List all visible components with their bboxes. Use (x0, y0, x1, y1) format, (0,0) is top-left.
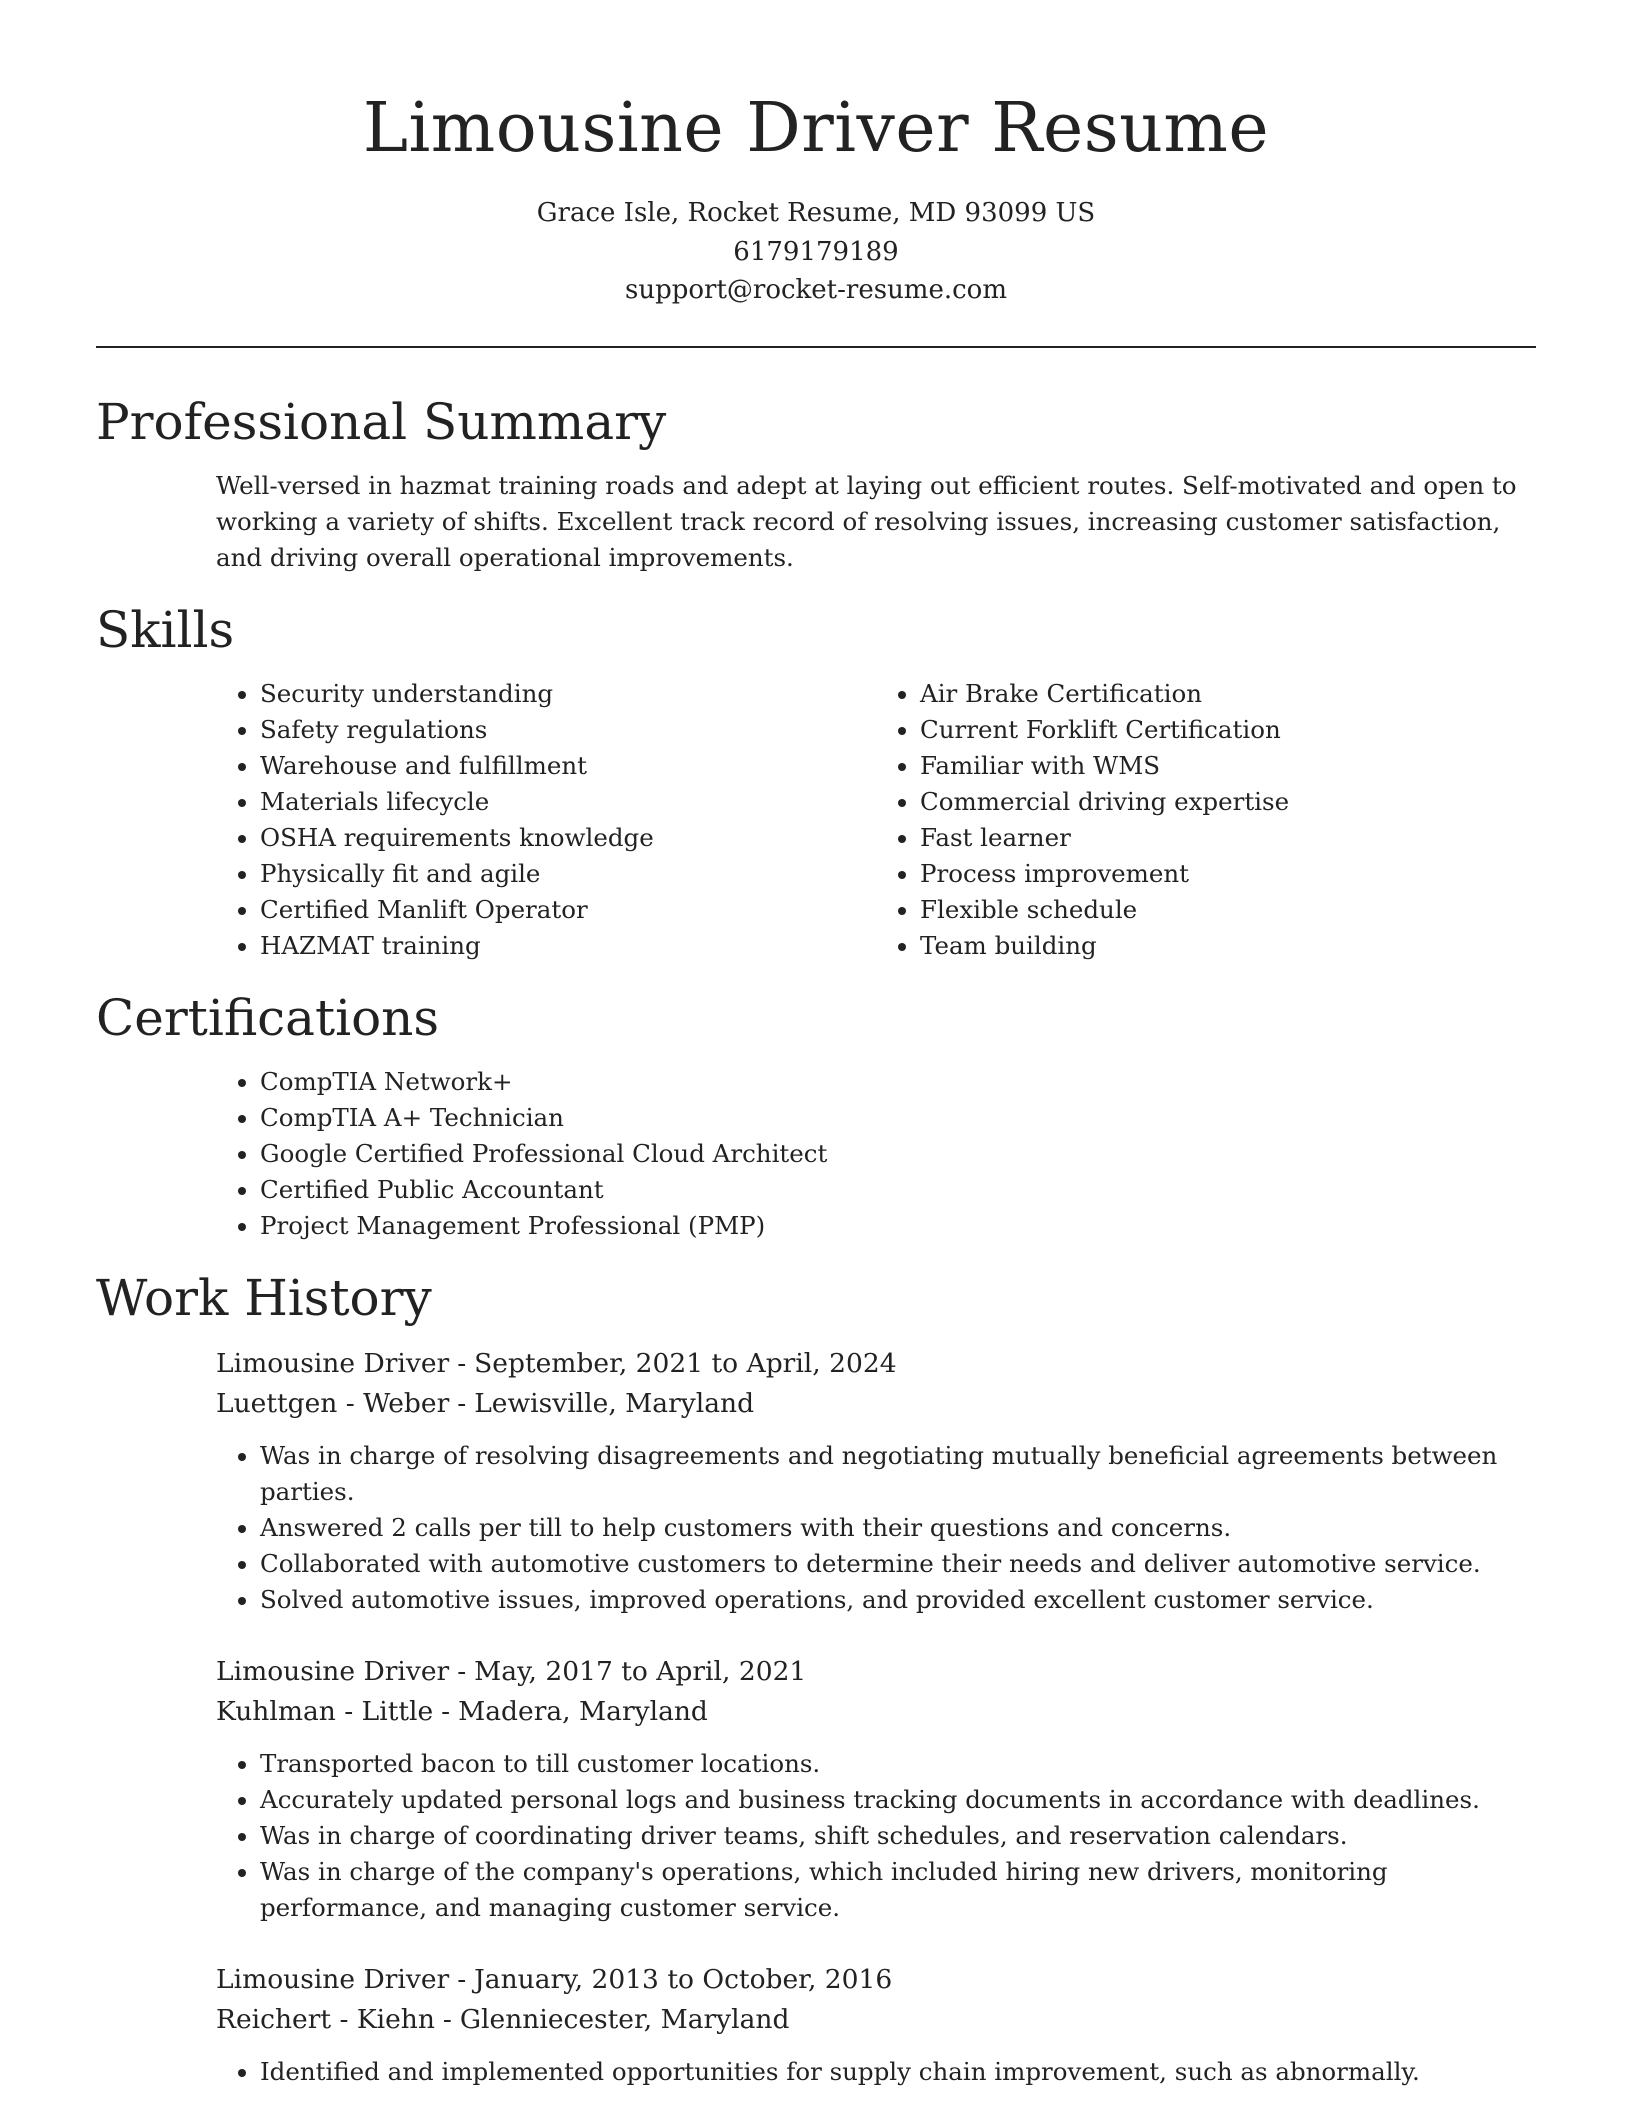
job-title: Limousine Driver (216, 1963, 450, 1995)
skill-item: • OSHA requirements knowledge (260, 820, 876, 856)
contact-email: support@rocket-resume.com (624, 275, 1007, 305)
job-bullet: • Accurately updated personal logs and business tracking documents in accordance with deadlines. (260, 1782, 1536, 1818)
job-entry (216, 1344, 1536, 1618)
job-dates: September, 2021 to April, 2024 (474, 1347, 897, 1379)
job-title-line: Limousine Driver - May, 2017 to April, 2021 (216, 1655, 807, 1687)
job-dates: May, 2017 to April, 2021 (474, 1655, 807, 1687)
skill-item: • Air Brake Certification (920, 676, 1536, 712)
skills-section (96, 598, 1536, 964)
contact-address: Grace Isle, Rocket Resume, MD 93099 US (536, 198, 1096, 228)
skill-item: • Fast learner (920, 820, 1536, 856)
skill-item: • Flexible schedule (920, 892, 1536, 928)
certifications-list (216, 1064, 1536, 1244)
certification-item: • Certified Public Accountant (260, 1172, 1536, 1208)
certifications-heading: Certifications (96, 988, 440, 1047)
work-history-heading: Work History (96, 1268, 432, 1327)
skill-item: • Current Forklift Certification (920, 712, 1536, 748)
skill-item: • Familiar with WMS (920, 748, 1536, 784)
contact-phone: 6179179189 (733, 236, 899, 267)
job-location: Madera, Maryland (458, 1695, 708, 1727)
skill-item: • Physically fit and agile (260, 856, 876, 892)
certification-item: • Project Management Professional (PMP) (260, 1208, 1536, 1244)
skill-item: • Warehouse and fulfillment (260, 748, 876, 784)
job-entry (216, 1960, 1536, 2090)
job-company-line: Luettgen - Weber - Lewisville, Maryland (216, 1387, 755, 1419)
contact-info (96, 194, 1536, 310)
skill-item: • Commercial driving expertise (920, 784, 1536, 820)
job-location: Lewisville, Maryland (474, 1387, 755, 1419)
job-title: Limousine Driver (216, 1347, 450, 1379)
job-bullet: • Transported bacon to till customer locations. (260, 1746, 1536, 1782)
job-bullets (216, 2054, 1536, 2090)
summary-text: Well-versed in hazmat training roads and adept at laying out efficient routes. Self-motivated and open to working a variety of shifts. Excellent track record of resolving issues, increasing customer satisfaction, and driving overall operational improvements. (216, 470, 1517, 572)
job-entry (216, 1652, 1536, 1926)
skill-item: • Certified Manlift Operator (260, 892, 876, 928)
job-company-line: Kuhlman - Little - Madera, Maryland (216, 1695, 708, 1727)
job-bullet: • Collaborated with automotive customers to determine their needs and deliver automotive service. (260, 1546, 1536, 1582)
certification-item: • CompTIA A+ Technician (260, 1100, 1536, 1136)
certifications-section (96, 986, 1536, 1244)
resume-title: Limousine Driver Resume (362, 89, 1270, 168)
skills-columns (216, 676, 1536, 964)
skills-heading: Skills (96, 600, 235, 659)
job-title-line: Limousine Driver - January, 2013 to October, 2016 (216, 1963, 893, 1995)
skill-item: • Process improvement (920, 856, 1536, 892)
skill-item: • Materials lifecycle (260, 784, 876, 820)
summary-section (96, 390, 1536, 576)
skill-item: • Security understanding (260, 676, 876, 712)
job-bullet: • Solved automotive issues, improved operations, and provided excellent customer service. (260, 1582, 1536, 1618)
skill-item: • HAZMAT training (260, 928, 876, 964)
job-company: Reichert - Kiehn (216, 2003, 435, 2035)
certification-item: • Google Certified Professional Cloud Architect (260, 1136, 1536, 1172)
resume-header (96, 0, 1536, 310)
job-bullet: • Was in charge of the company's operations, which included hiring new drivers, monitoring performance, and managing customer service. (260, 1854, 1536, 1926)
job-bullet: • Was in charge of resolving disagreements and negotiating mutually beneficial agreements between parties. (260, 1438, 1536, 1510)
certification-item: • CompTIA Network+ (260, 1064, 1536, 1100)
job-bullet: • Was in charge of coordinating driver teams, shift schedules, and reservation calendars. (260, 1818, 1536, 1854)
skill-item: • Safety regulations (260, 712, 876, 748)
work-history-section (96, 1266, 1536, 2090)
job-dates: January, 2013 to October, 2016 (474, 1963, 893, 1995)
job-bullet: • Answered 2 calls per till to help customers with their questions and concerns. (260, 1510, 1536, 1546)
header-divider (96, 346, 1536, 348)
job-title: Limousine Driver (216, 1655, 450, 1687)
job-bullets (216, 1746, 1536, 1926)
skills-list-right (876, 676, 1536, 964)
summary-heading: Professional Summary (96, 392, 667, 451)
job-company: Luettgen - Weber (216, 1387, 450, 1419)
job-bullet: • Identified and implemented opportunities for supply chain improvement, such as abnormally. (260, 2054, 1536, 2090)
skills-list-left (216, 676, 876, 964)
job-company-line: Reichert - Kiehn - Glenniecester, Maryland (216, 2003, 790, 2035)
job-bullets (216, 1438, 1536, 1618)
skill-item: • Team building (920, 928, 1536, 964)
job-location: Glenniecester, Maryland (459, 2003, 790, 2035)
job-company: Kuhlman - Little (216, 1695, 434, 1727)
job-title-line: Limousine Driver - September, 2021 to April, 2024 (216, 1347, 897, 1379)
